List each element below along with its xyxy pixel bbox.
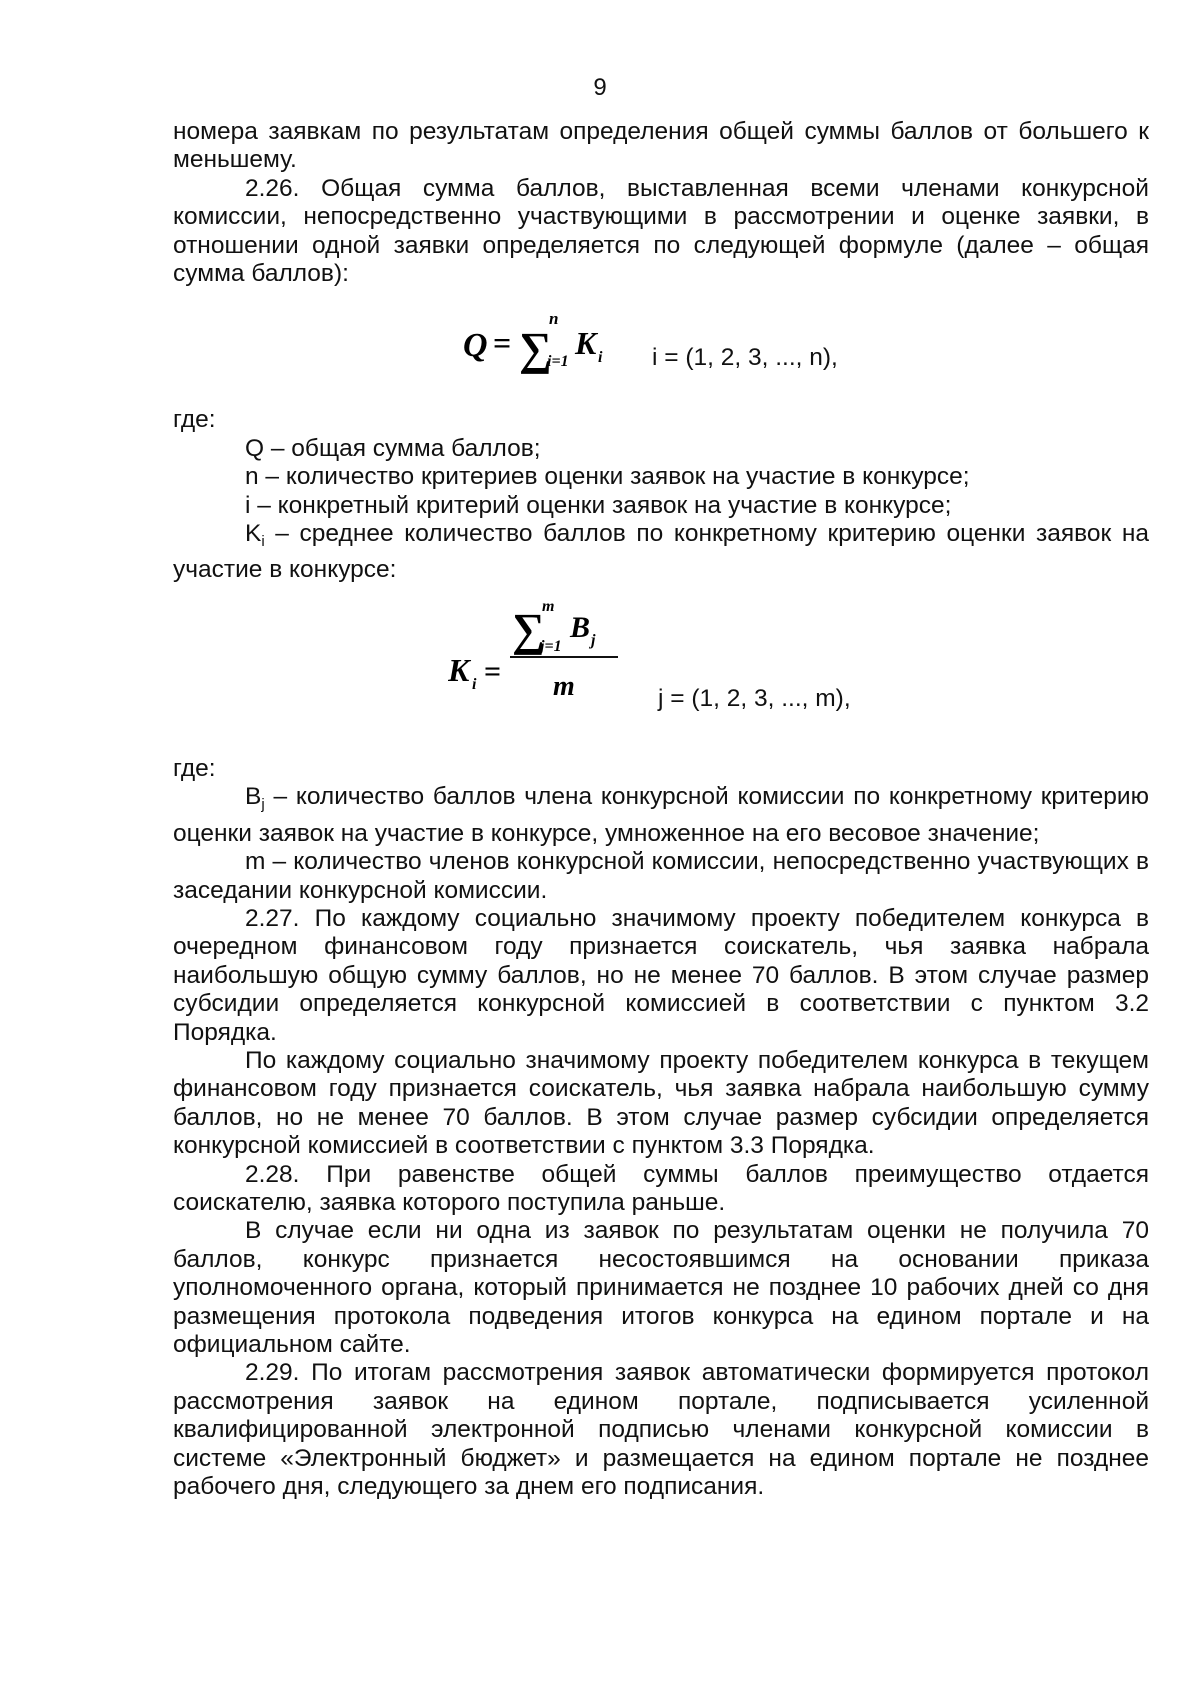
formula-lhs: Q [463,327,488,365]
paragraph-2-28: 2.28. При равенстве общей суммы баллов преимущество отдается соискателю, заявка которого поступила раньше. [173,1160,1149,1216]
sum-term-subscript: i [598,349,603,367]
formula2-lhs: K [448,651,470,688]
formula-equals: = [493,325,512,362]
sum-term: K [575,325,597,362]
definition-n: n – количество критериев оценки заявок на участие в конкурсе; [245,463,970,491]
sum-lower-limit: i=1 [547,353,569,371]
fraction-denominator: m [553,670,575,702]
sum2-upper-limit: m [542,597,555,615]
definition-q: Q – общая сумма баллов; [245,434,541,462]
sum2-lower-limit: j=1 [540,637,562,655]
page-number: 9 [593,74,607,101]
sum-symbol-2: ∑ [512,603,545,655]
sum-symbol: ∑ [519,323,552,375]
formula-total-score-image [463,302,623,382]
definition-k [173,520,1149,585]
paragraph-2-27: 2.27. По каждому социально значимому проекту победителем конкурса в очередном финансовом году признается соискатель, чья заявка набрала наибольшую общую сумму баллов, но не менее 70 баллов. В этом случае размер субсидии определяется конкурсной комиссией в соответствии с пунктом 3.2 Порядка. [173,904,1149,1046]
def-k-subscript: i [261,533,265,551]
def-b-subscript: j [261,796,265,814]
paragraph-2-29: 2.29. По итогам рассмотрения заявок автоматически формируется протокол рассмотрения заявок на едином портале, подписывается усиленной квалифицированной электронной подписью членами конкурсной комиссии в системе «Электронный бюджет» и размещается на едином портале не позднее рабочего дня, следующего за днем его подписания. [173,1359,1149,1501]
document-body [173,118,1149,1501]
sum2-term-subscript: j [591,631,596,649]
def-b-text: – количество баллов члена конкурсной комиссии по конкретному критерию оценки заявок на участие в конкурсе, умноженное на его весовое значение; [173,783,1149,847]
paragraph-continuation: номера заявкам по результатам определения общей суммы баллов от большего к меньшему. [173,118,1149,174]
def-k-text: – среднее количество баллов по конкретному критерию оценки заявок на участие в конкурсе: [173,520,1149,584]
paragraph-2-28-failed-contest: В случае если ни одна из заявок по результатам оценки не получила 70 баллов, конкурс признается несостоявшимся на основании приказа уполномоченного органа, который принимается не позднее 10 рабочих дней со дня размещения протокола подведения итогов конкурса на едином портале и на официальном сайте. [173,1217,1149,1358]
formula2-lhs-subscript: i [472,675,477,693]
where-label-1: где: [173,406,216,434]
def-b-letter: B [245,783,262,811]
formula-average-score-image [448,595,628,715]
definition-i: i – конкретный критерий оценки заявок на участие в конкурсе; [245,491,952,519]
sum-upper-limit: n [549,309,559,329]
def-k-letter: K [245,520,262,548]
formula-total-score-range: i = (1, 2, 3, ..., n), [652,344,838,372]
formula-total-score [173,288,1149,406]
paragraph-2-26: 2.26. Общая сумма баллов, выставленная всеми членами конкурсной комиссии, непосредственно участвующими в рассмотрении и оценке заявки, в отношении одной заявки определяется по следующей формуле (далее – общая сумма баллов): [173,174,1149,288]
where-label-2: где: [173,754,216,782]
formula-average-score [173,585,1149,755]
definition-m: m – количество членов конкурсной комиссии, непосредственно участвующих в заседании конкурсной комиссии. [173,848,1149,904]
definition-b [173,783,1149,848]
formula-average-score-range: j = (1, 2, 3, ..., m), [658,684,851,712]
sum2-term: B [570,610,591,644]
formula2-equals: = [484,654,502,688]
paragraph-2-27-current-year: По каждому социально значимому проекту победителем конкурса в текущем финансовом году признается соискатель, чья заявка набрала наибольшую сумму баллов, но не менее 70 баллов. В этом случае размер субсидии определяется конкурсной комиссией в соответствии с пунктом 3.3 Порядка. [173,1046,1149,1160]
